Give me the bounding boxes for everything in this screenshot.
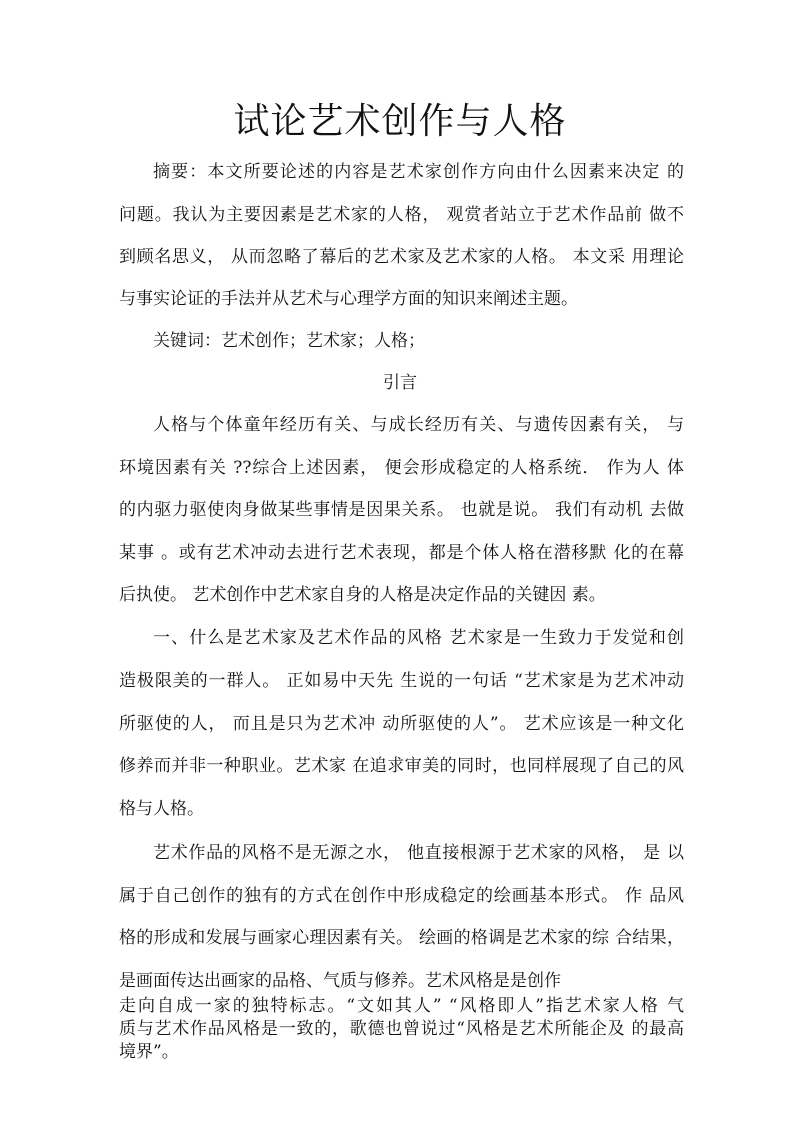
intro-line-5: 后执使。 艺术创作中艺术家自身的人格是决定作品的关键因 素。 [119,585,606,605]
section1-line-2: 造极限美的一群人。 正如易中天先 生说的一句话 “艺术家是为艺术冲动 [119,671,684,691]
para2-line-3: 格的形成和发展与画家心理因素有关。 绘画的格调是艺术家的综 合结果， [119,928,684,948]
intro-line-4: 某事 。或有艺术冲动去进行艺术表现，都是个体人格在潜移默 化的在幕 [119,543,684,563]
para2-line-2: 属于自己创作的独有的方式在创作中形成稳定的绘画基本形式。 作 品风 [119,886,684,906]
section1-line-1: 一、什么是艺术家及艺术作品的风格 艺术家是一生致力于发觉和创 [153,628,684,648]
section1-line-3: 所驱使的人， 而且是只为艺术冲 动所驱使的人”。 艺术应该是一种文化 [119,714,684,734]
intro-line-3: 的内驱力驱使肉身做某些事情是因果关系。 也就是说。 我们有动机 去做 [119,500,684,520]
section1-line-5: 格与人格。 [119,799,204,819]
abstract-line-3: 到顾名思义， 从而忽略了幕后的艺术家及艺术家的人格。 本文采 用理论 [119,247,684,267]
abstract-line-4: 与事实论证的手法并从艺术与心理学方面的知识来阐述主题。 [119,289,578,309]
section1-line-4: 修养而并非一种职业。艺术家 在追求审美的同时，也同样展现了自己的风 [119,756,684,776]
para2-line-4: 是画面传达出画家的品格、气质与修养。艺术风格是是创作 [119,971,561,991]
para2-line-1: 艺术作品的风格不是无源之水， 他直接根源于艺术家的风格， 是 以 [153,843,684,863]
keywords-line: 关键词：艺术创作；艺术家；人格； [153,331,425,351]
document-title: 试论艺术创作与人格 [233,101,567,142]
intro-line-2: 环境因素有关 ??综合上述因素， 便会形成稳定的人格系统． 作为人 体 [119,458,684,478]
para3-line-2: 质与艺术作品风格是一致的，歌德也曾说过“风格是艺术所能企及 的最高 [119,1019,684,1039]
abstract-line-1: 摘要：本文所要论述的内容是艺术家创作方向由什么因素来决定 的 [153,162,684,182]
intro-line-1: 人格与个体童年经历有关、与成长经历有关、与遗传因素有关， 与 [153,415,684,435]
abstract-line-2: 问题。我认为主要因素是艺术家的人格， 观赏者站立于艺术作品前 做不 [119,205,684,225]
intro-heading: 引言 [383,373,417,393]
para3-line-1: 走向自成一家的独特标志。“文如其人” “风格即人”指艺术家人格 气 [119,996,684,1016]
para3-line-3: 境界”。 [119,1042,179,1062]
